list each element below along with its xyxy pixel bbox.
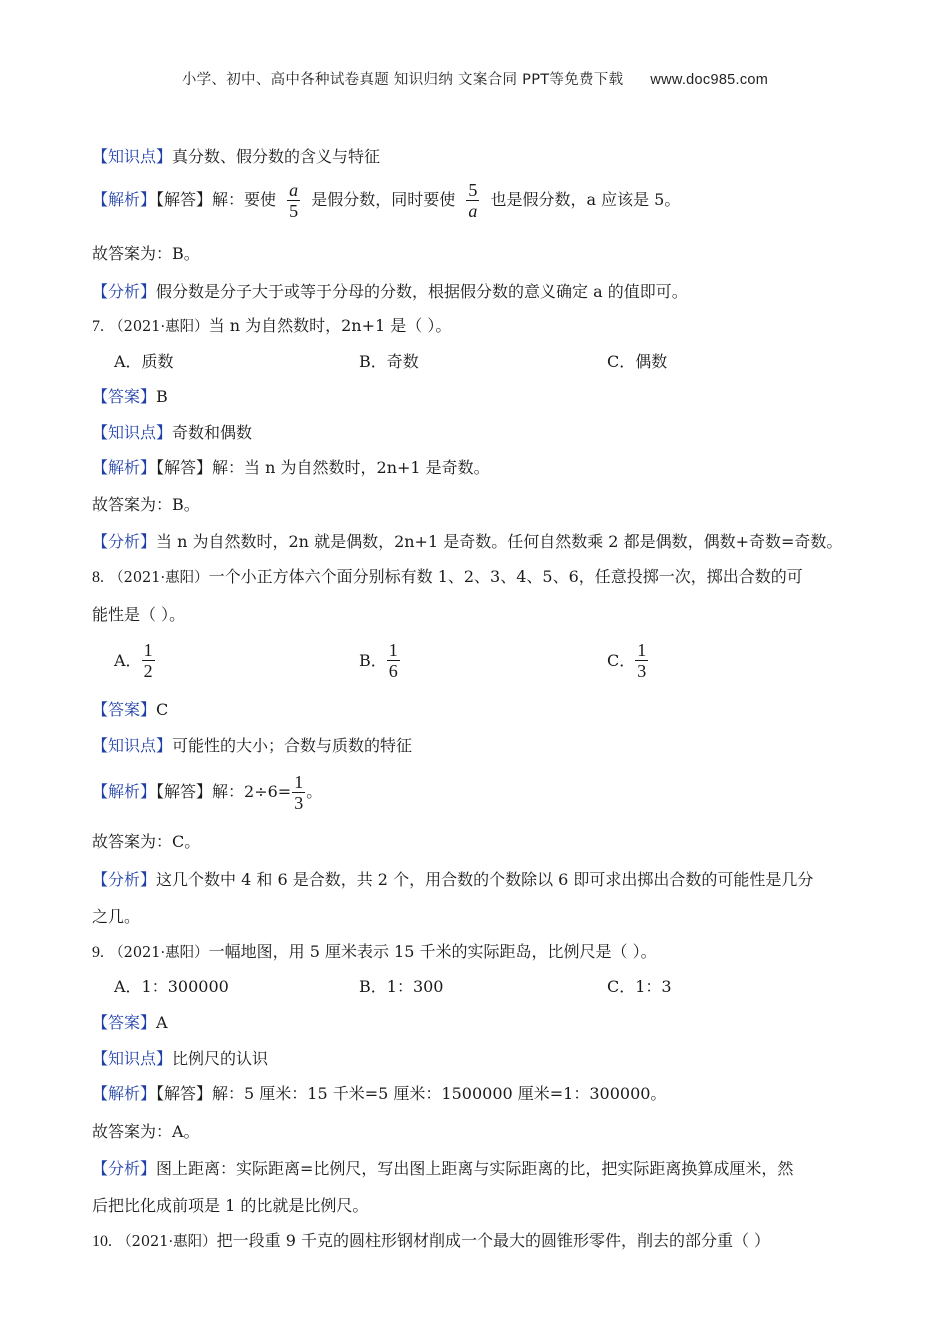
q9-knowledge-point <box>92 1048 268 1070</box>
q8-stem-text1: 一个小正方体六个面分别标有数 1、2、3、4、5、6，任意投掷一次，掷出合数的可 <box>208 567 803 586</box>
q6-explanation <box>92 281 688 303</box>
q8-option-b-fraction <box>387 640 400 681</box>
q6-analysis <box>92 180 680 221</box>
analysis-tag: 【解析】 <box>92 782 157 801</box>
q10-stem <box>92 1230 770 1253</box>
q9-stem <box>92 941 657 964</box>
q6-frac2-den: a <box>468 201 478 221</box>
q7-answer-value: B <box>156 387 168 406</box>
q8-option-a-fraction <box>142 640 155 681</box>
q6-kp-text: 真分数、假分数的含义与特征 <box>172 147 381 166</box>
q7-stem-text: 当 n 为自然数时，2n+1 是（ ）。 <box>208 316 452 335</box>
q7-fx-text: 当 n 为自然数时，2n 就是偶数，2n+1 是奇数。任何自然数乘 2 都是偶数，偶数+奇数=奇数。 <box>156 532 843 551</box>
explain-tag: 【分析】 <box>92 1159 157 1178</box>
solution-tag: 【解答】 <box>156 782 213 801</box>
explain-tag: 【分析】 <box>92 870 157 889</box>
q9-stem-text: 一幅地图，用 5 厘米表示 15 千米的实际距岛，比例尺是（ ）。 <box>208 942 657 961</box>
q8-answer-line: 故答案为：C。 <box>92 832 201 851</box>
q6-frac1-num: a <box>289 180 299 200</box>
explain-tag: 【分析】 <box>92 282 157 301</box>
q7-explanation <box>92 531 842 553</box>
q8-jx-frac-den: 3 <box>294 793 304 813</box>
q6-fx-text: 假分数是分子大于或等于分母的分数，根据假分数的意义确定 a 的值即可。 <box>156 282 688 301</box>
knowledge-tag: 【知识点】 <box>92 147 173 166</box>
header-text: 小学、初中、高中各种试卷真题 知识归纳 文案合同 PPT等免费下载 <box>181 72 624 88</box>
analysis-tag: 【解析】 <box>92 1084 157 1103</box>
q6-jx-mid: 是假分数，同时要使 <box>311 190 456 209</box>
q9-answer <box>92 1012 168 1034</box>
q7-option-a: A．质数 <box>114 352 174 371</box>
q8-option-b-label: B． <box>359 650 387 670</box>
q8-option-c-fraction <box>635 640 648 681</box>
q8-explanation-line2: 之几。 <box>92 907 141 926</box>
q6-knowledge-point <box>92 146 380 168</box>
page-header <box>0 68 950 89</box>
q8-jx-frac-num: 1 <box>294 772 304 792</box>
q7-number: 7. <box>92 318 104 335</box>
q8-stem-line1 <box>92 566 803 589</box>
q7-option-c: C．偶数 <box>607 352 668 371</box>
q6-fraction-a-over-5 <box>287 180 300 221</box>
q8-option-c <box>607 640 654 681</box>
q7-answer <box>92 386 168 408</box>
q9-explanation-line2: 后把比化成前项是 1 的比就是比例尺。 <box>92 1196 369 1215</box>
q6-answer-line: 故答案为：B。 <box>92 244 200 263</box>
answer-tag: 【答案】 <box>92 700 157 719</box>
q9-answer-line: 故答案为：A。 <box>92 1122 200 1141</box>
q9-option-c: C．1：3 <box>607 977 672 996</box>
q9-source: （2021·惠阳） <box>109 945 209 961</box>
q9-answer-value: A <box>156 1013 168 1032</box>
q8-analysis <box>92 772 322 813</box>
q8-opt-c-den: 3 <box>637 661 647 681</box>
q9-analysis <box>92 1083 666 1105</box>
q10-source: （2021·惠阳） <box>117 1234 217 1250</box>
q8-opt-c-num: 1 <box>637 640 647 660</box>
solution-tag: 【解答】 <box>156 1084 213 1103</box>
q7-knowledge-point <box>92 422 252 444</box>
q7-answer-line: 故答案为：B。 <box>92 495 200 514</box>
header-url[interactable]: www.doc985.com <box>650 72 769 88</box>
q8-option-a <box>114 640 161 681</box>
q6-fraction-5-over-a <box>466 180 479 221</box>
q9-number: 9. <box>92 944 104 961</box>
q8-answer-value: C <box>156 700 169 719</box>
q9-explanation-line1 <box>92 1158 793 1180</box>
q6-jx-post: 也是假分数，a 应该是 5。 <box>490 190 681 209</box>
q8-option-a-label: A． <box>114 650 142 670</box>
q10-number: 10. <box>92 1233 112 1250</box>
knowledge-tag: 【知识点】 <box>92 736 173 755</box>
knowledge-tag: 【知识点】 <box>92 1049 173 1068</box>
q8-option-c-label: C． <box>607 650 636 670</box>
q10-stem-text: 把一段重 9 千克的圆柱形钢材削成一个最大的圆锥形零件，削去的部分重（ ） <box>216 1231 771 1250</box>
q7-analysis <box>92 457 490 479</box>
q8-source: （2021·惠阳） <box>109 570 209 586</box>
q8-opt-a-den: 2 <box>143 661 153 681</box>
q7-stem <box>92 315 451 338</box>
q7-source: （2021·惠阳） <box>109 319 209 335</box>
q8-stem-line2: 能性是（ ）。 <box>92 605 186 624</box>
q9-option-b: B．1：300 <box>359 977 444 996</box>
analysis-tag: 【解析】 <box>92 458 157 477</box>
q7-option-b: B．奇数 <box>359 352 419 371</box>
answer-tag: 【答案】 <box>92 387 157 406</box>
solution-tag: 【解答】 <box>156 458 213 477</box>
solution-tag: 【解答】 <box>156 190 213 209</box>
q7-jx-text: 解：当 n 为自然数时，2n+1 是奇数。 <box>212 458 490 477</box>
q6-frac1-den: 5 <box>289 201 299 221</box>
q8-jx-post: 。 <box>306 782 323 801</box>
q8-opt-b-den: 6 <box>388 661 398 681</box>
knowledge-tag: 【知识点】 <box>92 423 173 442</box>
q8-fx-text1: 这几个数中 4 和 6 是合数，共 2 个，用合数的个数除以 6 即可求出掷出合数的可能性是几分 <box>156 870 814 889</box>
q8-knowledge-point <box>92 735 412 757</box>
q8-number: 8. <box>92 569 104 586</box>
q8-explanation-line1 <box>92 869 813 891</box>
answer-tag: 【答案】 <box>92 1013 157 1032</box>
q8-option-b <box>359 640 406 681</box>
explain-tag: 【分析】 <box>92 532 157 551</box>
q6-jx-pre: 解：要使 <box>212 190 277 209</box>
q9-kp-text: 比例尺的认识 <box>172 1049 269 1068</box>
q6-frac2-num: 5 <box>468 180 478 200</box>
q9-option-a: A．1：300000 <box>114 977 229 996</box>
q8-opt-a-num: 1 <box>143 640 153 660</box>
analysis-tag: 【解析】 <box>92 190 157 209</box>
q8-jx-pre: 解：2÷6= <box>212 782 292 801</box>
q7-kp-text: 奇数和偶数 <box>172 423 253 442</box>
q8-kp-text: 可能性的大小；合数与质数的特征 <box>172 736 413 755</box>
q8-opt-b-num: 1 <box>388 640 398 660</box>
q9-jx-text: 解：5 厘米：15 千米=5 厘米：1500000 厘米=1：300000。 <box>212 1084 667 1103</box>
q8-jx-fraction <box>292 772 305 813</box>
q9-fx-text1: 图上距离：实际距离=比例尺，写出图上距离与实际距离的比，把实际距离换算成厘米，然 <box>156 1159 794 1178</box>
q8-answer <box>92 699 168 721</box>
